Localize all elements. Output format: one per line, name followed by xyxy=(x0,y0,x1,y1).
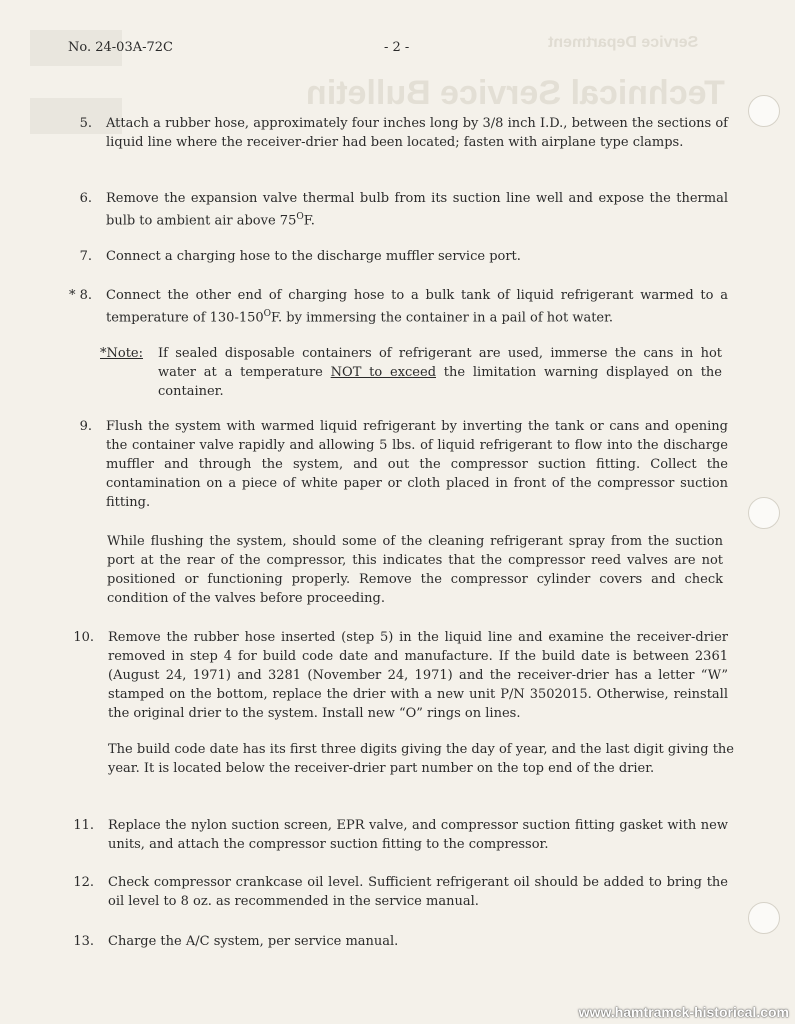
step-text: Connect the other end of charging hose to a bulk tank of liquid refrigerant warmed to a temperature of $130-150^OF$. by immersing the container in a pail of hot water. xyxy=(106,288,728,326)
step-text: Check compressor crankcase oil level. Sufficient refrigerant oil should be added to bring the oil level to 8 oz. as recommended in the service manual. xyxy=(108,875,728,909)
site-watermark: www.hamtramck-historical.com xyxy=(578,1004,789,1020)
step-number: 11. xyxy=(73,818,94,833)
step-number: 12. xyxy=(73,875,94,890)
punch-hole xyxy=(748,95,780,127)
punch-hole xyxy=(748,497,780,529)
note-emphasis: NOT to exceed xyxy=(330,365,437,380)
step-text: Replace the nylon suction screen, EPR valve, and compressor suction fitting gasket with new units, and attach the compressor suction fitting to the compressor. xyxy=(108,818,728,852)
step-number: 6. xyxy=(79,191,92,206)
step-item xyxy=(68,114,728,152)
bleed-through-title: Technical Service Bulletin xyxy=(306,74,725,112)
step-number: 13. xyxy=(73,934,94,949)
step-text: Remove the rubber hose inserted (step 5) in the liquid line and examine the receiver-drier removed in step 4 for build code date and manufacture. If the build date is between 2361 (August 24, 1971) and 3281 (November 24, 1971) and the receiver-drier has a letter “W” stamped on the bottom, replace the drier with a new unit P/N 3502015. Otherwise, reinstall the original drier to the system. Install new “O” rings on lines. xyxy=(108,630,728,721)
punch-hole xyxy=(748,902,780,934)
step-item xyxy=(68,932,728,951)
step-number: 7. xyxy=(79,249,92,264)
note xyxy=(100,344,722,401)
step-number: 10. xyxy=(73,630,94,645)
step-item xyxy=(68,247,728,266)
step-number: * 8. xyxy=(68,288,92,303)
step-text: Flush the system with warmed liquid refrigerant by inverting the tank or cans and opening the container valve rapidly and allowing 5 lbs. of liquid refrigerant to flow into the discharge muffler and through the system, and out the compressor suction fitting. Collect the contamination on a piece of white paper or cloth placed in front of the compressor suction fitting. xyxy=(106,419,728,510)
step-text: Remove the expansion valve thermal bulb from its suction line well and expose the thermal bulb to ambient air above $75^OF$. xyxy=(106,191,728,229)
page-number: - 2 - xyxy=(384,40,410,55)
note-label: *Note: xyxy=(100,346,143,361)
step-item xyxy=(68,286,728,327)
bleed-through-department: Service Department xyxy=(548,34,699,51)
document-number: No. 24-03A-72C xyxy=(68,40,173,55)
flushing-paragraph: While flushing the system, should some of the cleaning refrigerant spray from the suction port at the rear of the compressor, this indicates that the compressor reed valves are not positioned or functioning properly. Remove the compressor cylinder covers and check condition of the valves before proceeding. xyxy=(107,534,723,606)
step-text: Connect a charging hose to the discharge muffler service port. xyxy=(106,249,521,264)
step-item xyxy=(68,189,728,230)
step-item xyxy=(68,873,728,911)
step-number: 5. xyxy=(79,116,92,131)
build-code-paragraph: The build code date has its first three digits giving the day of year, and the last digit giving the year. It is located below the receiver-drier part number on the top end of the drier. xyxy=(108,742,734,776)
step-item xyxy=(68,628,728,723)
step-text: Charge the A/C system, per service manual. xyxy=(108,934,399,949)
step-item xyxy=(68,417,728,512)
step-text: Attach a rubber hose, approximately four inches long by 3/8 inch I.D., between the sections of liquid line where the receiver-drier had been located; fasten with airplane type clamps. xyxy=(106,116,728,150)
step-item xyxy=(68,816,728,854)
step-number: 9. xyxy=(79,419,92,434)
note-text: If sealed disposable containers of refrigerant are used, immerse the cans in hot water at a temperature NOT to exceed the limitation warning displayed on the container. xyxy=(158,346,722,399)
